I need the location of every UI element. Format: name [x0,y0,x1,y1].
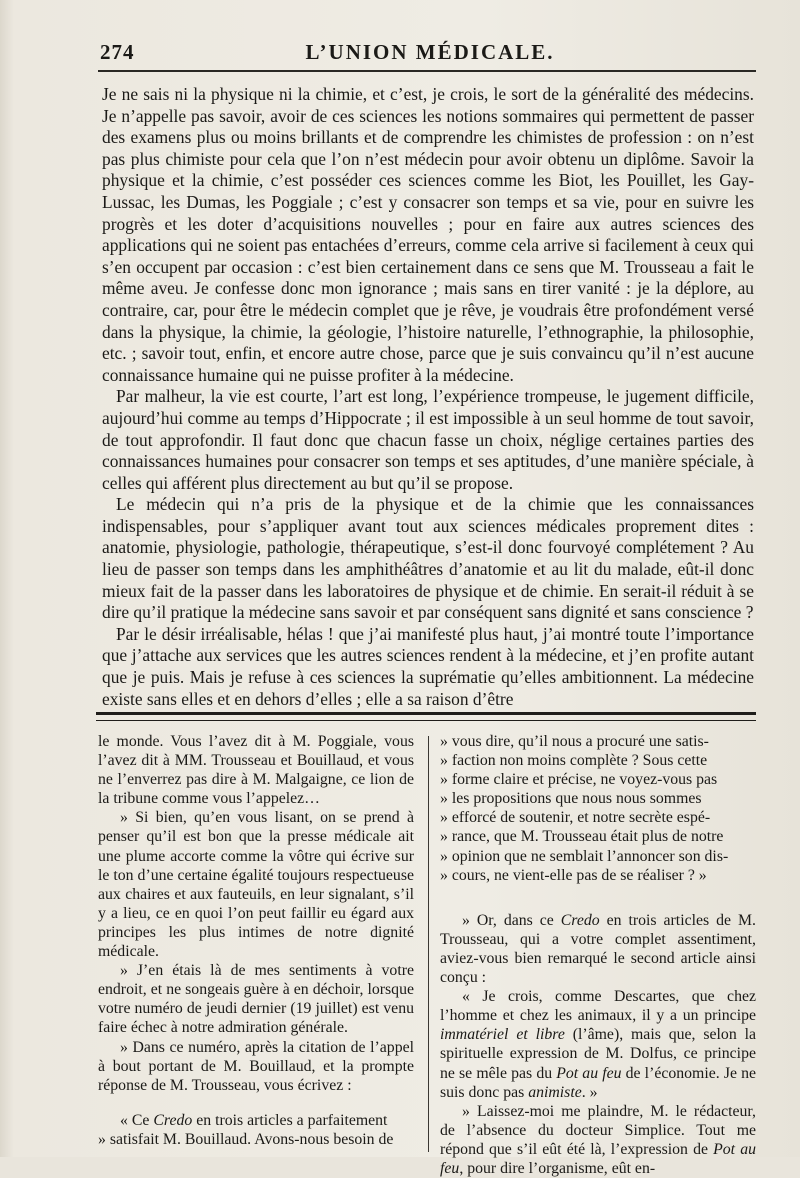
text-run: . » [581,1083,598,1101]
quoted-line: » efforcé de soutenir, et notre secrète espé- [440,809,711,827]
main-paragraph: Je ne sais ni la physique ni la chimie, et c’est, je crois, le sort de la généralité des médecins. Je n’appelle pas savoir, avoir de ces sciences les notions sommaires qui permettent de passer des examens plus ou moins brillants et de comprendre les chimistes de profession : on n’est pas plus chimiste pour cela que l’on n’est médecin pour avoir obtenu un diplôme. Savoir la physique et la chimie, c’est posséder ces sciences comme les Biot, les Pouillet, les Gay-Lussac, les Dumas, les Poggiale ; c’est y consacrer son temps et sa vie, pour en suivre les progrès et les doter d’acquisitions nouvelles ; pour en faire aux autres sciences des applications qui ne soient pas entachées d’erreurs, comme cela arrive si facilement à ceux qui s’en occupent par occasion : c’est bien certainement dans ce sens que M. Trousseau a fait le même aveu. Je confesse donc mon ignorance ; mais sans en tirer vanité : je la déplore, au contraire, car, pour être le médecin complet que je rêve, je voudrais être profondément versé dans la physique, la chimie, la géologie, l’histoire naturelle, l’ethnographie, la philosophie, etc. ; savoir tout, enfin, et encore autre chose, parce que je suis convaincu qu’il n’est aucune connaissance humaine qui ne puisse profiter à la médecine. [102,84,754,385]
main-paragraph: Le médecin qui n’a pris de la physique et de la chimie que les connaissances indispensables, pour s’appliquer avant tout aux sciences médicales proprement dites : anatomie, physiologie, pathologie, thérapeutique, s’est-il donc fourvoyé complétement ? Au lieu de passer son temps dans les amphithéâtres d’anatomie et au lit du malade, eût-il donc mieux fait de la passer dans les laboratoires de physique et de chimie. En serait-il réduit à se dire qu’il pratique la médecine sans savoir et par conséquent sans dignité et sans conscience ? [102,494,754,623]
italic-run: Credo [560,911,600,929]
quoted-line: » faction non moins complète ? Sous cette [440,752,708,770]
quoted-line: » forme claire et précise, ne voyez-vous pas [440,771,718,789]
column-paragraph [440,987,756,1102]
quoted-line: » opinion que ne semblait l’annoncer son dis- [440,847,729,865]
header-rule [98,70,756,72]
italic-run: Credo [153,1111,193,1129]
section-divider [96,712,756,721]
text-run: de l’économie. Je ne suis donc pas [440,1064,757,1101]
feuilleton-right-column [440,732,756,1178]
page-header [100,36,760,66]
italic-run: Pot au feu [440,1140,756,1177]
column-paragraph: » J’en étais là de mes sentiments à votre endroit, et ne songeais guère à en déchoir, lorsque votre numéro de jeudi dernier (19 juillet) est venu faire échec à notre admiration générale. [98,962,414,1037]
italic-run: Pot au feu [556,1064,622,1082]
text-run: « Ce [120,1111,154,1129]
text-run: » Or, dans ce [462,911,561,929]
journal-title: L’UNION MÉDICALE. [305,40,555,64]
column-paragraph [98,1111,414,1130]
text-run: en trois articles de M. Trousseau, qui a votre complet assentiment, aviez-vous bien remarqué le second article ainsi conçu : [440,911,756,987]
column-paragraph: » satisfait M. Bouillaud. Avons-nous besoin de [98,1130,394,1148]
column-paragraph: » Dans ce numéro, après la citation de l’appel à bout portant de M. Bouillaud, et la prompte réponse de M. Trousseau, vous écrivez : [98,1038,414,1094]
text-run: , pour dire l’organisme, eût en- [459,1159,656,1177]
text-run: » Laissez-moi me plaindre, M. le rédacteur, de l’absence du docteur Simplice. Tout me répond que s’il eût été là, l’expression de [440,1102,756,1158]
quoted-line: » les propositions que nous nous sommes [440,790,702,808]
quoted-line: » rance, que M. Trousseau était plus de notre [440,828,724,846]
column-divider [428,736,429,1152]
italic-run: animiste [528,1083,582,1101]
feuilleton-left-column [98,732,414,1149]
column-paragraph: le monde. Vous l’avez dit à M. Poggiale, vous l’avez dit à MM. Trousseau et Bouillaud, et vous ne l’enverrez pas dire à M. Malgaigne, ce lion de la tribune comme vous l’appelez… [98,733,414,808]
column-paragraph [440,1102,756,1178]
column-paragraph: » Si bien, qu’en vous lisant, on se prend à penser qu’il est bon que la presse médicale ait une plume accorte comme la vôtre qui écrive sur le ton d’une certaine égalité toujours respectueuse aux chaires et aux fauteuils, en leur signalant, s’il y a lieu, ce en quoi l’on peut faillir eu égard aux principes les plus intimes de notre dignité médicale. [98,809,414,961]
italic-run: immatériel et libre [440,1026,565,1044]
main-paragraph: Par le désir irréalisable, hélas ! que j’ai manifesté plus haut, j’ai montré toute l’importance que j’attache aux services que les autres sciences rendent à la médecine, et j’en profite autant que je puis. Mais je refuse à ces sciences la suprématie qu’elles ambitionnent. La médecine existe sans elles et en dehors d’elles ; elle a sa raison d’être [102,623,754,709]
column-paragraph [440,911,756,987]
main-paragraph: Par malheur, la vie est courte, l’art est long, l’expérience trompeuse, le jugement difficile, aujourd’hui comme au temps d’Hippocrate ; il est impossible à un seul homme de tout savoir, de tout approfondir. Il faut donc que chacun fasse un choix, néglige certaines parties des connaissances humaines pour consacrer son temps et ses aptitudes, d’une manière spéciale, à celles qui afférent plus directement au but qu’il se propose. [102,386,754,493]
page-number: 274 [100,40,135,64]
quoted-line: » vous dire, qu’il nous a procuré une satis- [440,733,709,750]
text-run: (l’âme), mais que, selon la spirituelle expression de M. Dolfus, ce principe ne se mêle pas du [440,1026,756,1082]
text-run: en trois articles a parfaitement [192,1111,388,1129]
quoted-line: » cours, ne vient-elle pas de se réaliser ? » [440,866,707,884]
text-run: « Je crois, comme Descartes, que chez l’homme et chez les animaux, il y a un principe [440,988,756,1025]
main-article [102,84,754,710]
